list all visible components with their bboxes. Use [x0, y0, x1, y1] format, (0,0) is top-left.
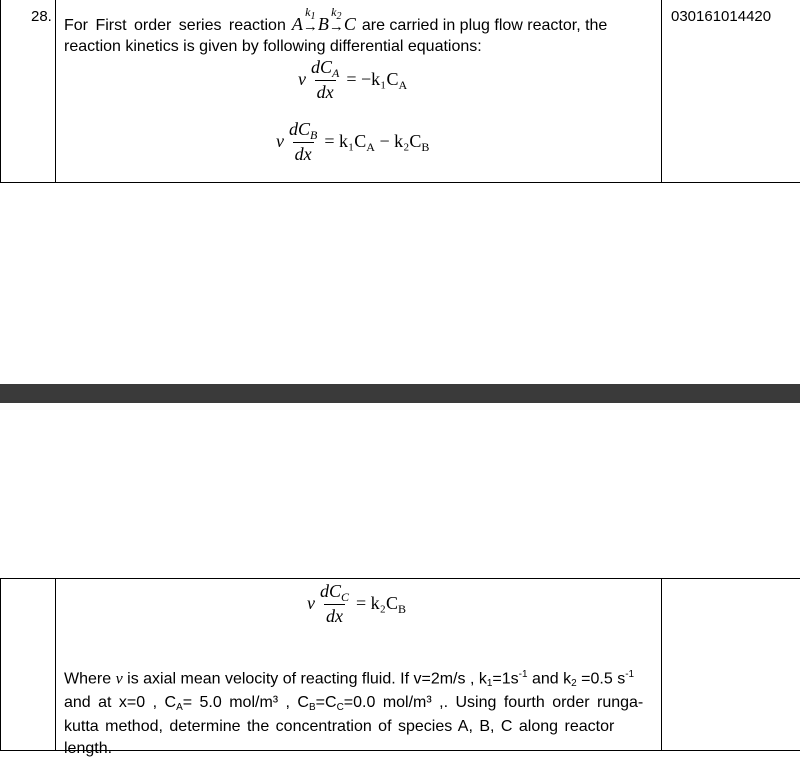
table-row-bottom-border [0, 182, 800, 183]
rhs-sub-2: B [421, 140, 430, 154]
species-b: B [317, 14, 329, 34]
course-code: 030161014420 [671, 8, 772, 25]
problem-line-4: length. [64, 740, 113, 758]
numerator: dC [289, 119, 311, 139]
velocity-symbol: v [298, 69, 306, 89]
numerator: dC [311, 57, 333, 77]
table-col-divider-2-bottom [661, 578, 662, 751]
text: is axial mean velocity of reacting fluid. If v=2m/s , k [122, 670, 487, 688]
table-col-divider-2-top [661, 0, 662, 182]
problem-line-2 [64, 692, 654, 716]
denominator: dx [326, 606, 344, 626]
rhs-sub-1: A [366, 140, 375, 154]
intro-prefix: For First order series reaction [64, 17, 286, 34]
text: and k [527, 670, 572, 688]
reaction-arrow-1 [303, 6, 318, 35]
text: =0.5 s [576, 670, 626, 688]
problem-line-1 [64, 664, 654, 692]
rate-label-k2: k [331, 5, 337, 19]
question-number: 28. [31, 8, 52, 25]
derivative-fraction [318, 580, 351, 627]
equation-dca [298, 56, 407, 103]
rate-label-k2-sub: 2 [336, 11, 342, 22]
table-left-border-bottom [0, 578, 1, 751]
equation-dcc [307, 580, 406, 627]
text: =1s [492, 670, 519, 688]
problem-line-3: kutta method, determine the concentration of species A, B, C along reactor [64, 718, 615, 736]
velocity-symbol: v [115, 670, 123, 688]
question-intro-line-2: reaction kinetics is given by following differential equations: [64, 38, 482, 55]
subscript: 2 [571, 678, 577, 690]
superscript: -1 [625, 669, 635, 680]
rhs-mid: − k₂C [374, 131, 422, 151]
species-a: A [291, 14, 303, 34]
question-intro-line [64, 6, 654, 35]
rhs-text: = k₁C [324, 131, 367, 151]
velocity-symbol: v [276, 131, 284, 151]
equation-rhs [324, 131, 429, 152]
numerator: dC [320, 581, 342, 601]
table-row-top-border [0, 578, 800, 579]
intro-suffix: are carried in plug flow reactor, the [361, 17, 608, 34]
numerator-sub: B [310, 128, 318, 142]
arrow-right-icon: → [302, 19, 318, 35]
rate-label-k1-sub: 1 [310, 11, 316, 22]
problem-statement [64, 664, 654, 760]
reaction-scheme [292, 6, 356, 35]
text: = 5.0 mol/m³ , C [182, 694, 309, 712]
equation-rhs [356, 593, 406, 614]
table-col-divider-1-bottom [55, 578, 56, 751]
species-c: C [343, 14, 356, 34]
table-col-divider-1-top [55, 0, 56, 182]
denominator: dx [316, 82, 334, 102]
derivative-fraction [287, 118, 319, 165]
arrow-right-icon: → [328, 19, 344, 35]
table-left-border-top [0, 0, 1, 182]
text: Where [64, 670, 116, 688]
subscript: C [336, 702, 344, 714]
equation-dcb [276, 118, 429, 165]
rhs-text: = −k₁C [346, 69, 399, 89]
page-break-band [0, 384, 800, 403]
subscript: 1 [486, 678, 493, 690]
velocity-symbol: v [307, 593, 315, 613]
rhs-sub: A [398, 78, 408, 92]
rhs-text: = k₂C [356, 593, 398, 613]
subscript: A [176, 702, 183, 714]
numerator-sub: C [341, 590, 350, 604]
text: =0.0 mol/m³ ,. Using fourth order runga- [343, 694, 644, 712]
reaction-arrow-2 [329, 6, 344, 35]
superscript: -1 [518, 669, 528, 680]
derivative-fraction [309, 56, 341, 103]
text: and at x=0 , C [64, 694, 177, 712]
rate-label-k1: k [305, 5, 311, 19]
numerator-sub: A [332, 66, 340, 80]
subscript: B [308, 702, 316, 714]
rhs-sub: B [397, 602, 406, 616]
equation-rhs [346, 69, 407, 90]
denominator: dx [294, 144, 312, 164]
text: =C [315, 694, 337, 712]
